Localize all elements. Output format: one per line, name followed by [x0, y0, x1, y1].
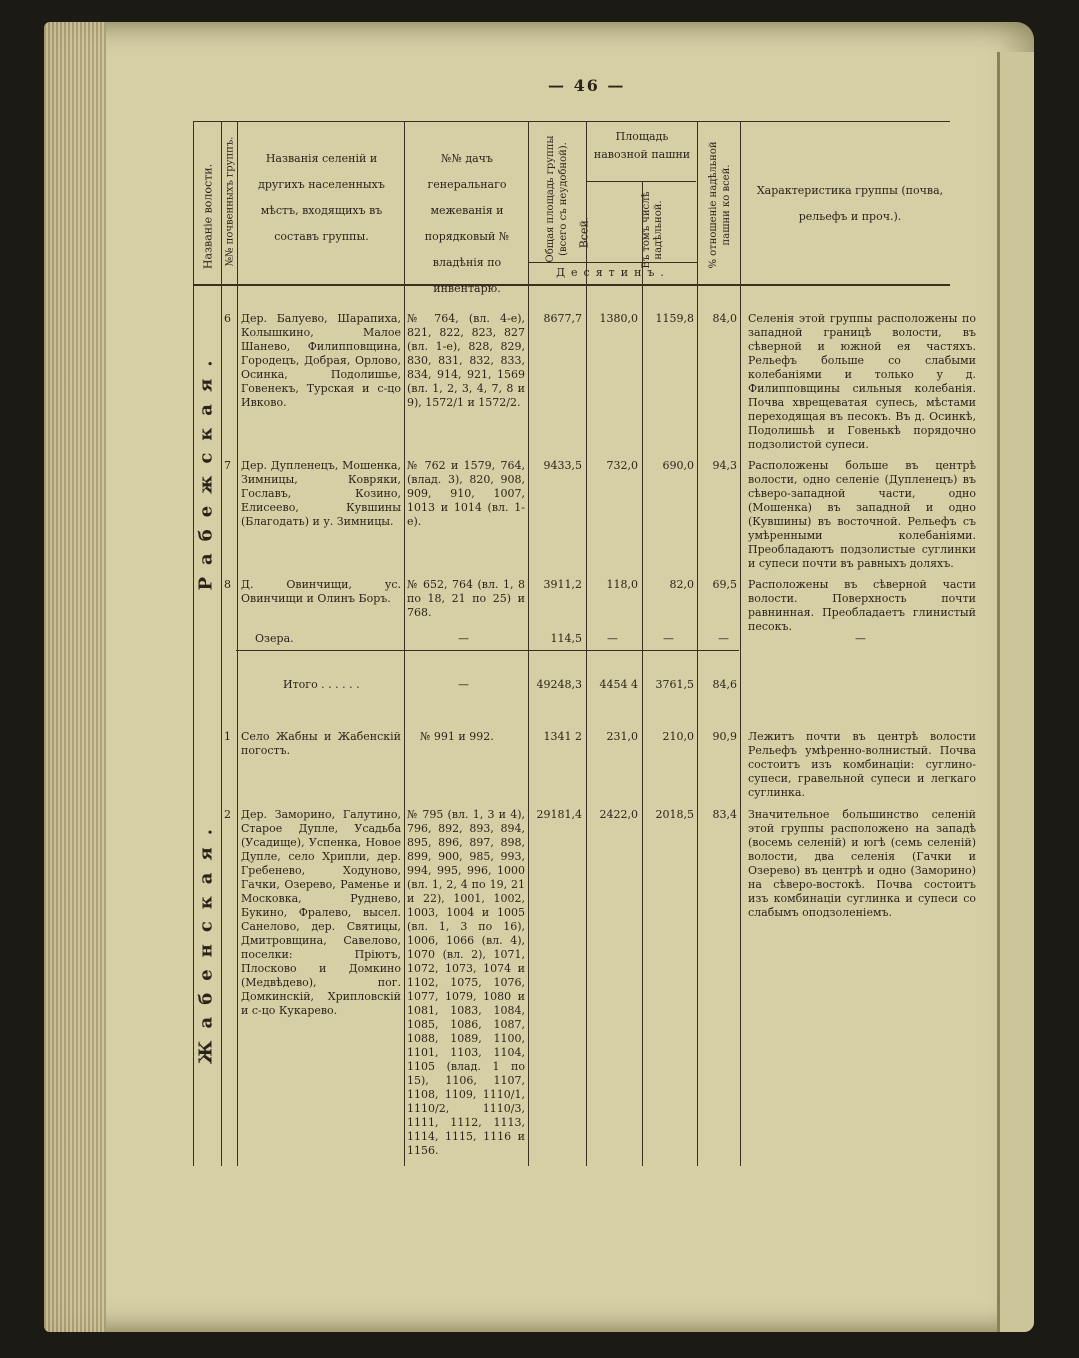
volost-rabezhskaya: Рабежская. [195, 348, 217, 591]
total-arable: 4454 4 [599, 678, 638, 691]
lakes-dachas: — [458, 632, 469, 645]
total-pct: 84,6 [712, 678, 737, 691]
group-no-z2: 2 [224, 808, 231, 821]
header-bottom-rule [193, 284, 950, 286]
char-z1: Лежитъ почти въ центрѣ волости Рельефъ умѣренно-волнистый. Почва состоитъ изъ комбинаціи: суглино-супеси, гравельной супеси и легкаго суглинка. [748, 730, 976, 799]
dachas-7: № 762 и 1579, 764, (влад. 3), 820, 908, 909, 910, 1007, 1013 и 1014 (вл. 1-е). [407, 459, 525, 528]
total-7: 9433,5 [543, 459, 582, 472]
header-settlements: Названія селеній и другихъ населенныхъ мѣстъ, входящихъ въ составъ группы. [258, 152, 385, 243]
col-line-4 [528, 121, 529, 1166]
col-line-1 [221, 121, 222, 1166]
col-line-0 [193, 121, 194, 1166]
dachas-8: № 652, 764 (вл. 1, 8 по 18, 21 по 25) и 768. [407, 578, 525, 619]
pct-6: 84,0 [712, 312, 737, 325]
settlements-z2: Дер. Заморино, Галутино, Старое Дупле, Усадьба (Усадище), Успенка, Новое Дупле, село Хрипли, дер. Гребенево, Ходуново, Гачки, Озерево, Раменье и Московка, Руднево, Букино, Фралево, высел. Санелово, дер. Святицы, Дмитровщина, Савелово, поселки: Пріютъ, Плосково и Домкино (Медвѣдево), пог. Домкинскій, Хрипловскій и с-цо Кукарево. [241, 808, 401, 1017]
dachas-z2: № 795 (вл. 1, 3 и 4), 796, 892, 893, 894, 895, 896, 897, 898, 899, 900, 985, 993, 994, 995, 996, 1000 (вл. 1, 2, 4 по 19, 21 и 22), 1001, 1002, 1003, 1004 и 1005 (вл. 1, 3 по 16), 1006, 1066 (вл. 4), 1070 (вл. 2), 1071, 1072, 1073, 1074 и 1102, 1075, 1076, 1077, 1079, 1080 и 1081, 1083, 1084, 1085, 1086, 1087, 1088, 1089, 1100, 1101, 1103, 1104, 1105 (влад. 1 по 15), 1106, 1107, 1108, 1109, 1110/1, 1110/2, 1110/3, 1111, 1112, 1113, 1114, 1115, 1116 и 1156. [407, 808, 525, 1157]
lakes-rule [236, 650, 739, 651]
arable-7: 732,0 [606, 459, 638, 472]
allot-8: 82,0 [669, 578, 694, 591]
col-line-6 [642, 181, 643, 1166]
arable-z2: 2422,0 [599, 808, 638, 821]
total-z1: 1341 2 [543, 730, 582, 743]
settlements-7: Дер. Дупленецъ, Мошенка, Зимницы, Ковряки, Гославъ, Козино, Елисеево, Кувшины (Благодать) и у. Зимницы. [241, 459, 401, 528]
settlements-6: Дер. Балуево, Шарапиха, Колышкино, Малое Шанево, Филипповщина, Городецъ, Добрая, Орлово, Осинка, Подолишье, Говенекъ, Турская и с-цо Ивково. [241, 312, 401, 409]
header-percent: % отношеніе надѣльной пашни ко всей. [708, 141, 732, 269]
total-total: 49248,3 [536, 678, 582, 691]
allot-6: 1159,8 [655, 312, 694, 325]
group-no-6: 6 [224, 312, 231, 325]
arable-8: 118,0 [606, 578, 638, 591]
group-no-z1: 1 [224, 730, 231, 743]
total-z2: 29181,4 [536, 808, 582, 821]
header-arable-all: Всей. [577, 216, 591, 249]
dachas-z1: № 991 и 992. [420, 730, 494, 743]
dachas-6: № 764, (вл. 4-е), 821, 822, 823, 827 (вл. 1-е), 828, 829, 830, 831, 832, 833, 834, 914, 921, 1569 (вл. 1, 2, 3, 4, 7, 8 и 9), 1572/1 и 1572/2. [407, 312, 525, 409]
header-group-no: №№ почвенныхъ группъ. [224, 136, 236, 267]
header-arable: Площадь навозной пашни [593, 130, 691, 161]
lakes-label: Озера. [255, 632, 294, 645]
next-page-edge [997, 52, 1034, 1332]
allot-z1: 210,0 [662, 730, 694, 743]
char-7: Расположены больше въ центрѣ волости, одно селеніе (Дупленецъ) въ сѣверо-западной части, одно (Мошенка) въ западной и одно (Кувшины) въ восточной. Рельефъ съ умѣренными колебаніями. Преобладаютъ подзолистые суглинки и супеси почти въ равныхъ доляхъ. [748, 459, 976, 570]
pct-z2: 83,4 [712, 808, 737, 821]
lakes-char: — [855, 632, 866, 645]
lakes-pct: — [718, 632, 729, 645]
page-number: — 46 — [548, 76, 626, 95]
pct-z1: 90,9 [712, 730, 737, 743]
col-line-3 [404, 121, 405, 1166]
arable-subheader-rule [586, 181, 696, 182]
header-characteristic: Характеристика группы (почва, рельефъ и проч.). [756, 184, 944, 223]
total-8: 3911,2 [543, 578, 582, 591]
header-volost: Названіе волости. [201, 163, 215, 270]
lakes-allot: — [663, 632, 674, 645]
col-line-2 [237, 121, 238, 1166]
group-no-7: 7 [224, 459, 231, 472]
char-6: Селенія этой группы расположены по западной границѣ волости, въ сѣверной и южной ея частяхъ. Рельефъ больше со слабыми колебаніями и только у д. Филипповщины сильныя колебанія. Почва хврещеватая супесь, мѣстами переходящая въ песокъ. Въ д. Осинкѣ, Подолишьѣ и Говенькѣ порядочно подзолистой супеси. [748, 312, 976, 451]
header-arable-allot: Въ томъ числѣ надѣльной. [641, 191, 664, 269]
header-dachas: №№ дачъ генеральнаго межеванія и порядковый № владѣнія по инвентарю. [424, 152, 510, 295]
char-8: Расположены въ сѣверной части волости. Поверхность почти равнинная. Преобладаетъ глинистый песокъ. [748, 578, 976, 633]
lakes-total: 114,5 [550, 632, 582, 645]
allot-7: 690,0 [662, 459, 694, 472]
header-total-area: Общая площадь группы (всего съ неудобной). [545, 135, 569, 263]
header-units: Десятинъ. [556, 266, 670, 279]
arable-6: 1380,0 [599, 312, 638, 325]
lakes-arable: — [607, 632, 618, 645]
col-line-7 [697, 121, 698, 1166]
pct-7: 94,3 [712, 459, 737, 472]
settlements-z1: Село Жабны и Жабенскій погостъ. [241, 730, 401, 757]
total-6: 8677,7 [543, 312, 582, 325]
page-edges [44, 22, 106, 1332]
total-dachas: — [458, 678, 469, 691]
arable-z1: 231,0 [606, 730, 638, 743]
char-z2: Значительное большинство селеній этой группы расположено на западѣ (восемь селеній) и югѣ (семь селеній) волости, два селенія (Гачки и Озерево) въ центрѣ и одно (Заморино) на сѣверо-востокѣ. Почва состоитъ изъ комбинаціи суглинка и супеси со слабымъ оподзоленіемъ. [748, 808, 976, 919]
col-line-8 [740, 121, 741, 1166]
allot-z2: 2018,5 [655, 808, 694, 821]
volost-zhabenskaya: Жабенская. [195, 816, 217, 1065]
pct-8: 69,5 [712, 578, 737, 591]
group-no-8: 8 [224, 578, 231, 591]
total-label: Итого . . . . . . [283, 678, 360, 691]
settlements-8: Д. Овинчищи, ус. Овинчищи и Олинъ Боръ. [241, 578, 401, 605]
total-allot: 3761,5 [655, 678, 694, 691]
table-top-rule [193, 121, 950, 122]
